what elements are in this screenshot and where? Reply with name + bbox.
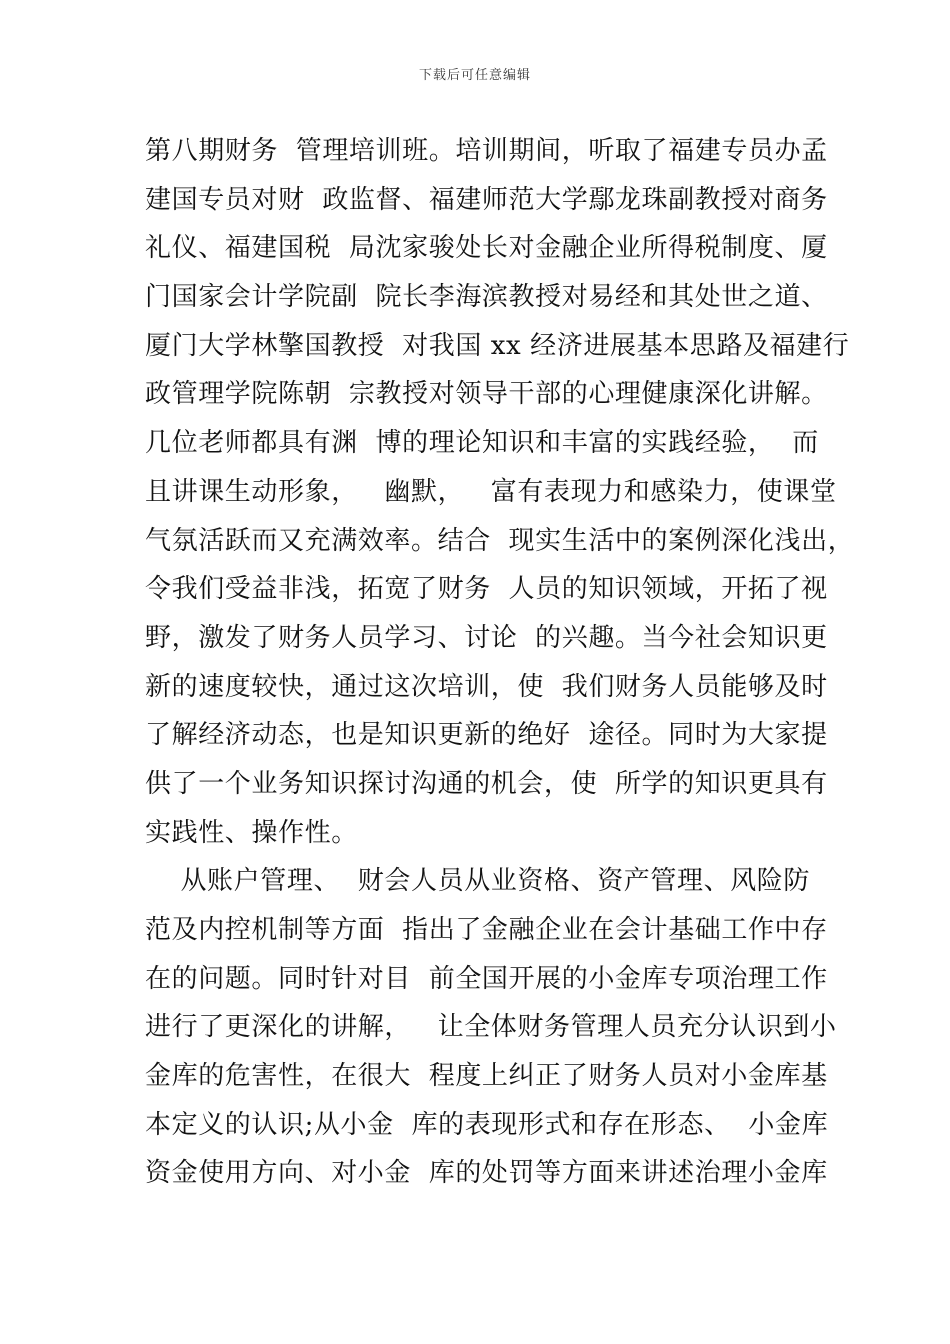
- text-line: 供了一个业务知识探讨沟通的机会，使 所学的知识更具有: [145, 768, 828, 799]
- text-line: 金库的危害性，在很大 程度上纠正了财务人员对小金库基: [145, 1061, 828, 1092]
- text-line: 新的速度较快，通过这次培训，使 我们财务人员能够及时: [145, 671, 828, 702]
- paragraph-1: [145, 127, 855, 857]
- text-line: 令我们受益非浅，拓宽了财务 人员的知识领域，开拓了视: [145, 574, 828, 605]
- text-line: 且讲课生动形象， 幽默， 富有表现力和感染力，使课堂: [145, 476, 837, 507]
- text-line: 礼仪、福建国税 局沈家骏处长对金融企业所得税制度、厦: [145, 233, 828, 264]
- text-line: 进行了更深化的讲解， 让全体财务管理人员充分认识到小: [145, 1012, 837, 1043]
- text-line: 了解经济动态，也是知识更新的绝好 途径。同时为大家提: [145, 720, 828, 751]
- paragraph-2: [145, 857, 837, 1198]
- text-line: 门国家会计学院副 院长李海滨教授对易经和其处世之道、: [145, 282, 828, 313]
- text-line: 政管理学院陈朝 宗教授对领导干部的心理健康深化讲解。: [145, 379, 828, 410]
- page-header: 下载后可任意编辑: [418, 68, 531, 83]
- document-body: [145, 127, 855, 1198]
- text-line: 在的问题。同时针对目 前全国开展的小金库专项治理工作: [145, 963, 828, 994]
- text-line: 资金使用方向、对小金 库的处罚等方面来讲述治理小金库: [145, 1158, 828, 1189]
- text-line: 几位老师都具有渊 博的理论知识和丰富的实践经验， 而: [145, 428, 819, 459]
- text-line: 野，激发了财务人员学习、讨论 的兴趣。当今社会知识更: [145, 622, 828, 653]
- text-line: 第八期财务 管理培训班。培训期间，听取了福建专员办孟: [145, 136, 828, 166]
- text-line: 实践性、操作性。: [145, 817, 358, 848]
- text-line: 厦门大学林擎国教授 对我国 xx 经济进展基本思路及福建行: [145, 330, 850, 361]
- text-line: 气氛活跃而又充满效率。结合 现实生活中的案例深化浅出，: [145, 525, 855, 556]
- text-line: 从账户管理、 财会人员从业资格、资产管理、风险防: [145, 866, 810, 897]
- text-line: 建国专员对财 政监督、福建师范大学鄢龙珠副教授对商务: [145, 184, 828, 215]
- text-line: 范及内控机制等方面 指出了金融企业在会计基础工作中存: [145, 915, 828, 945]
- text-line: 本定义的认识;从小金 库的表现形式和存在形态、 小金库: [145, 1109, 829, 1140]
